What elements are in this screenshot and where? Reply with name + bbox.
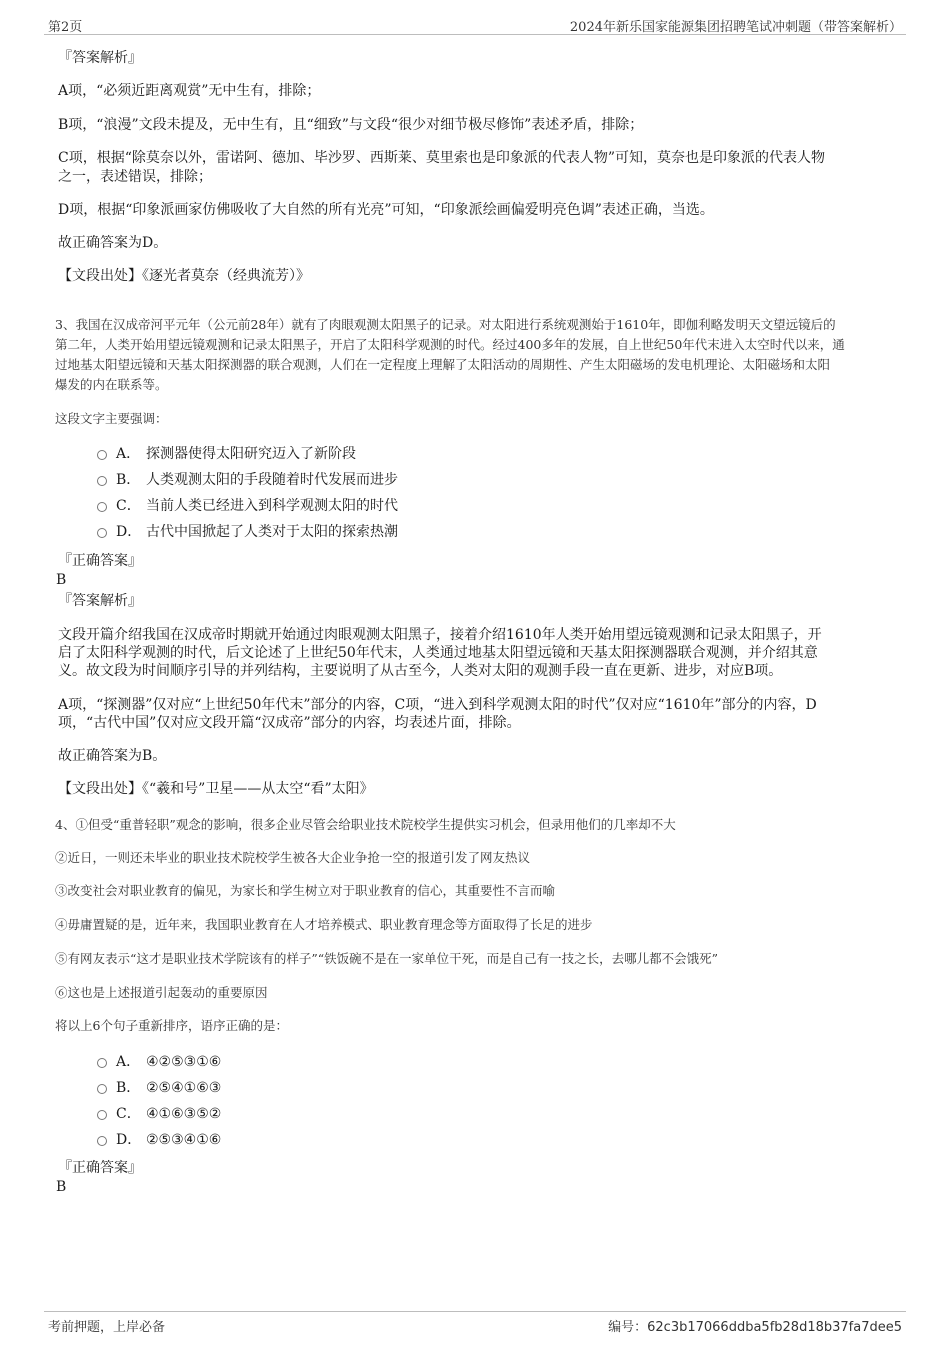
q3-analysis-line: 义。故文段为时间顺序引导的并列结构，主要说明了从古至今，人类对太阳的观测手段一直在更新、进步，对应B项。 — [58, 663, 783, 679]
q3-option-d[interactable] — [97, 522, 398, 542]
source-title: 《逐光者莫奈（经典流芳）》 — [142, 268, 310, 284]
option-key: B． — [116, 1080, 141, 1096]
radio-button[interactable] — [97, 502, 107, 512]
radio-button[interactable] — [97, 476, 107, 486]
q3-option-b[interactable] — [97, 470, 398, 490]
q3-option-a[interactable] — [97, 444, 356, 464]
option-key: A． — [116, 1054, 141, 1070]
radio-button[interactable] — [97, 1110, 107, 1120]
q4-option-a[interactable] — [97, 1052, 221, 1072]
radio-button[interactable] — [97, 1058, 107, 1068]
q3-analysis-line: 项，“古代中国”仅对应文段开篇“汉成帝”部分的内容，均表述片面，排除。 — [58, 715, 521, 731]
q3-stem-line: 爆发的内在联系等。 — [55, 377, 168, 392]
q4-option-c[interactable] — [97, 1104, 221, 1124]
q4-sentence: ⑥这也是上述报道引起轰动的重要原因 — [55, 985, 268, 1000]
option-text: 探测器使得太阳研究迈入了新阶段 — [146, 446, 356, 462]
option-text: ②⑤④①⑥③ — [146, 1080, 222, 1096]
q3-answer-label: 『正确答案』 — [58, 553, 142, 569]
q3-answer: B — [56, 572, 67, 588]
radio-button[interactable] — [97, 1084, 107, 1094]
option-key: D． — [116, 524, 142, 540]
q2-conclusion: 故正确答案为D。 — [58, 235, 168, 251]
source-label: 【文段出处】 — [58, 268, 142, 284]
option-text: 人类观测太阳的手段随着时代发展而进步 — [146, 472, 398, 488]
radio-button[interactable] — [97, 450, 107, 460]
page-footer — [44, 1311, 906, 1334]
q3-analysis-line: 文段开篇介绍我国在汉成帝时期就开始通过肉眼观测太阳黑子，接着介绍1610年人类开始用望远镜观测和记录太阳黑子，开 — [58, 627, 822, 643]
q4-sentence: ④毋庸置疑的是，近年来，我国职业教育在人才培养模式、职业教育理念等方面取得了长足的进步 — [55, 917, 593, 932]
q3-analysis-line: A项，“探测器”仅对应“上世纪50年代末”部分的内容，C项，“进入到科学观测太阳的时代”仅对应“1610年”部分的内容，D — [58, 697, 817, 713]
option-text: 当前人类已经进入到科学观测太阳的时代 — [146, 498, 398, 514]
q2-analysis-line: C项，根据“除莫奈以外，雷诺阿、德加、毕沙罗、西斯莱、莫里索也是印象派的代表人物”可知，莫奈也是印象派的代表人物 — [58, 150, 826, 166]
option-key: A． — [116, 446, 141, 462]
q3-stem-line: 第二年，人类开始用望远镜观测和记录太阳黑子，开启了太阳科学观测的时代。经过400多年的发展，自上世纪50年代末进入太空时代以来，通 — [55, 337, 845, 352]
option-key: C． — [116, 1106, 141, 1122]
source-label: 【文段出处】 — [58, 781, 142, 797]
q4-option-d[interactable] — [97, 1130, 221, 1150]
option-key: D． — [116, 1132, 142, 1148]
q4-answer: B — [56, 1179, 67, 1195]
q3-analysis-label: 『答案解析』 — [58, 593, 142, 609]
q4-sentence: ②近日，一则还未毕业的职业技术院校学生被各大企业争抢一空的报道引发了网友热议 — [55, 850, 531, 865]
page-number: 第2页 — [48, 20, 83, 35]
q4-sentence: 4、①但受“重普轻职”观念的影响，很多企业尽管会给职业技术院校学生提供实习机会，但录用他们的几率却不大 — [55, 817, 676, 832]
radio-button[interactable] — [97, 528, 107, 538]
option-text: ④②⑤③①⑥ — [146, 1054, 222, 1070]
document-title: 2024年新乐国家能源集团招聘笔试冲刺题（带答案解析） — [569, 20, 902, 35]
code-label: 编号： — [608, 1320, 648, 1335]
q3-conclusion: 故正确答案为B。 — [58, 748, 167, 764]
radio-button[interactable] — [97, 1136, 107, 1146]
q3-question: 这段文字主要强调： — [55, 411, 168, 426]
q2-analysis-line: D项，根据“印象派画家仿佛吸收了大自然的所有光亮”可知，“印象派绘画偏爱明亮色调”表述正确，当选。 — [58, 202, 714, 218]
option-key: C． — [116, 498, 141, 514]
q2-analysis-line: B项，“浪漫”文段未提及，无中生有，且“细致”与文段“很少对细节极尽修饰”表述矛盾，排除； — [58, 117, 644, 133]
q3-option-c[interactable] — [97, 496, 398, 516]
q2-analysis-line: 之一，表述错误，排除； — [58, 169, 212, 185]
q2-analysis-line: A项，“必须近距离观赏”无中生有，排除； — [58, 83, 321, 99]
option-key: B． — [116, 472, 141, 488]
option-text: ④①⑥③⑤② — [146, 1106, 222, 1122]
document-code — [608, 1316, 902, 1335]
q4-sentence: ⑤有网友表示“这才是职业技术学院该有的样子”“铁饭碗不是在一家单位干死，而是自己有一技之长，去哪儿都不会饿死” — [55, 951, 719, 966]
q4-question: 将以上6个句子重新排序，语序正确的是： — [55, 1018, 288, 1033]
q3-stem-line: 过地基太阳望远镜和天基太阳探测器的联合观测，人们在一定程度上理解了太阳活动的周期性、产生太阳磁场的发电机理论、太阳磁场和太阳 — [55, 357, 831, 372]
q2-analysis-label: 『答案解析』 — [58, 50, 142, 66]
q2-source — [58, 267, 893, 285]
option-text: ②⑤③④①⑥ — [146, 1132, 222, 1148]
code-value: 62c3b17066ddba5fb28d18b37fa7dee5 — [647, 1320, 902, 1335]
q3-source — [58, 780, 893, 798]
q4-answer-label: 『正确答案』 — [58, 1160, 142, 1176]
q3-stem-line: 3、我国在汉成帝河平元年（公元前28年）就有了肉眼观测太阳黑子的记录。对太阳进行系统观测始于1610年，即伽利略发明天文望远镜后的 — [55, 317, 836, 332]
page-header — [44, 14, 906, 35]
q3-analysis-line: 启了太阳科学观测的时代，后文论述了上世纪50年代末，人类通过地基太阳望远镜和天基太阳探测器联合观测，并介绍其意 — [58, 645, 818, 661]
q4-sentence: ③改变社会对职业教育的偏见，为家长和学生树立对于职业教育的信心，其重要性不言而喻 — [55, 883, 556, 898]
source-title: 《“羲和号”卫星——从太空“看”太阳》 — [142, 781, 374, 797]
q4-option-b[interactable] — [97, 1078, 221, 1098]
footer-slogan: 考前押题，上岸必备 — [48, 1320, 166, 1335]
option-text: 古代中国掀起了人类对于太阳的探索热潮 — [146, 524, 398, 540]
